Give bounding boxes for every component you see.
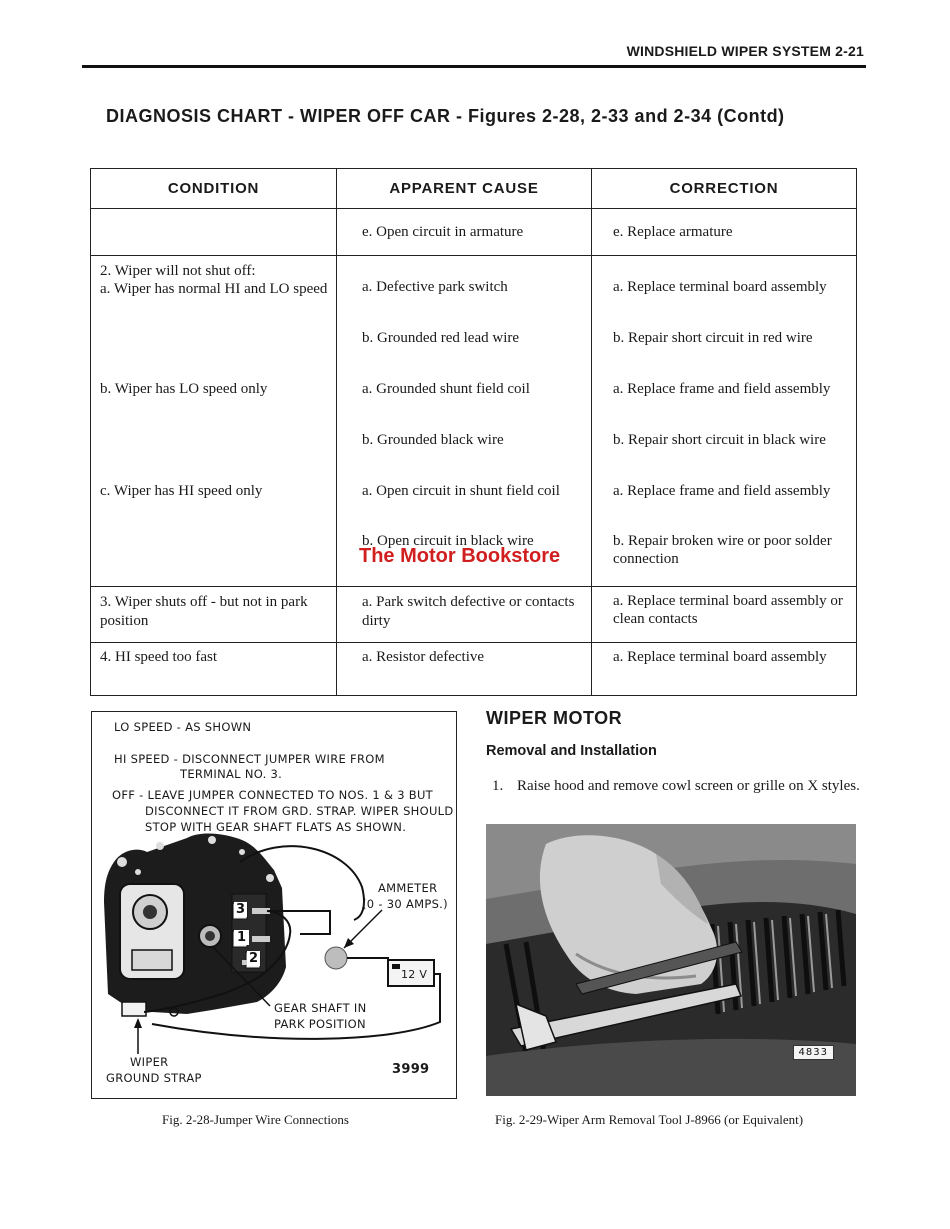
cause-cell xyxy=(337,430,592,481)
condition-cell xyxy=(91,379,337,430)
chart-title: DIAGNOSIS CHART - WIPER OFF CAR - Figures 2-28, 2-33 and 2-34 (Contd) xyxy=(106,106,785,126)
cause-cell xyxy=(337,328,592,379)
table-row xyxy=(91,328,857,379)
cause-cell xyxy=(337,379,592,430)
diagnosis-table xyxy=(90,168,857,696)
cause-text: a. Park switch defective or contacts dirty xyxy=(362,594,575,629)
correction-text: a. Replace terminal board assembly xyxy=(613,279,827,295)
gear-shaft-label: GEAR SHAFT IN xyxy=(274,1001,367,1015)
step-number: 1. xyxy=(492,778,504,794)
figure-2-29-caption: Fig. 2-29-Wiper Arm Removal Tool J-8966 (or Equivalent) xyxy=(495,1112,804,1127)
running-head: WINDSHIELD WIPER SYSTEM 2-21 xyxy=(626,43,864,59)
park-position-label: PARK POSITION xyxy=(274,1017,366,1031)
condition-cell xyxy=(91,481,337,531)
table-row xyxy=(91,430,857,481)
correction-text: a. Replace terminal board assembly or clean contacts xyxy=(613,593,843,627)
cause-text: e. Open circuit in armature xyxy=(362,224,524,240)
cause-text: b. Open circuit in black wire xyxy=(362,533,534,549)
cause-text: a. Resistor defective xyxy=(362,649,485,665)
section-title: WIPER MOTOR xyxy=(486,708,623,728)
cause-cell xyxy=(337,587,592,643)
ground-strap-label: GROUND STRAP xyxy=(106,1071,202,1085)
condition-cell xyxy=(91,328,337,379)
condition-text: 3. Wiper shuts off - but not in park position xyxy=(100,594,308,629)
condition-text: 2. Wiper will not shut off: a. Wiper has normal HI and LO speed xyxy=(100,263,328,297)
battery-label: 12 V xyxy=(401,968,428,981)
cause-cell xyxy=(337,209,592,256)
hi-speed-note: HI SPEED - DISCONNECT JUMPER WIRE FROM xyxy=(114,752,385,766)
condition-text: 4. HI speed too fast xyxy=(100,649,218,665)
figure-2-29-photo xyxy=(486,824,856,1096)
table-row xyxy=(91,587,857,643)
correction-cell xyxy=(592,430,857,481)
correction-cell xyxy=(592,328,857,379)
condition-cell xyxy=(91,643,337,696)
correction-text: a. Replace frame and field assembly xyxy=(613,381,831,397)
cause-cell xyxy=(337,481,592,531)
off-note: OFF - LEAVE JUMPER CONNECTED TO NOS. 1 & 3 BUT xyxy=(112,788,433,802)
condition-cell xyxy=(91,587,337,643)
cause-text: b. Grounded red lead wire xyxy=(362,330,520,346)
correction-text: a. Replace terminal board assembly xyxy=(613,649,827,665)
condition-text: c. Wiper has HI speed only xyxy=(100,483,263,499)
condition-cell xyxy=(91,430,337,481)
correction-text: e. Replace armature xyxy=(613,224,733,240)
terminal-3-label: 3 xyxy=(236,902,246,917)
cause-text: a. Open circuit in shunt field coil xyxy=(362,483,560,499)
cause-text: a. Defective park switch xyxy=(362,279,508,295)
correction-cell xyxy=(592,209,857,256)
cause-text: a. Grounded shunt field coil xyxy=(362,381,530,397)
table-row xyxy=(91,643,857,696)
hi-speed-note-cont: TERMINAL NO. 3. xyxy=(180,767,283,781)
ammeter xyxy=(325,947,347,969)
correction-text: b. Repair short circuit in black wire xyxy=(613,432,826,448)
correction-cell xyxy=(592,531,857,587)
figure-2-28-caption: Fig. 2-28-Jumper Wire Connections xyxy=(162,1112,349,1127)
correction-cell xyxy=(592,587,857,643)
off-note-cont-2: STOP WITH GEAR SHAFT FLATS AS SHOWN. xyxy=(145,820,407,834)
table-row xyxy=(91,379,857,430)
table-row xyxy=(91,209,857,256)
ammeter-range-label: (0 - 30 AMPS.) xyxy=(362,897,448,911)
condition-cell xyxy=(91,209,337,256)
condition-text: b. Wiper has LO speed only xyxy=(100,381,268,397)
correction-text: b. Repair short circuit in red wire xyxy=(613,330,813,346)
condition-cell xyxy=(91,256,337,329)
table-header-row xyxy=(91,169,857,209)
column-header-cause: APPARENT CAUSE xyxy=(337,169,592,209)
section-subtitle: Removal and Installation xyxy=(486,743,657,759)
cause-cell xyxy=(337,643,592,696)
table-row xyxy=(91,256,857,329)
terminal-2-label: 2 xyxy=(249,951,259,966)
correction-cell xyxy=(592,256,857,329)
lo-speed-note: LO SPEED - AS SHOWN xyxy=(114,720,252,734)
correction-text: a. Replace frame and field assembly xyxy=(613,483,831,499)
terminal-1-label: 1 xyxy=(234,930,249,945)
column-header-correction: CORRECTION xyxy=(592,169,857,209)
correction-cell xyxy=(592,379,857,430)
figure-number: 3999 xyxy=(392,1062,430,1077)
watermark: The Motor Bookstore xyxy=(359,545,561,567)
correction-cell xyxy=(592,481,857,531)
table-row xyxy=(91,481,857,531)
correction-cell xyxy=(592,643,857,696)
cause-cell xyxy=(337,256,592,329)
ground-strap xyxy=(122,1002,146,1016)
ammeter-label: AMMETER xyxy=(378,881,438,895)
column-header-condition: CONDITION xyxy=(91,169,337,209)
correction-text: b. Repair broken wire or poor solder connection xyxy=(613,533,832,567)
step-text: Raise hood and remove cowl screen or grille on X styles. xyxy=(517,778,860,794)
header-rule xyxy=(82,65,866,68)
off-note-cont-1: DISCONNECT IT FROM GRD. STRAP. WIPER SHOULD xyxy=(145,804,454,818)
wiper-strap-label: WIPER xyxy=(130,1055,169,1069)
figure-2-28 xyxy=(91,711,457,1099)
condition-text xyxy=(91,209,336,225)
condition-cell xyxy=(91,531,337,587)
cause-text: b. Grounded black wire xyxy=(362,432,504,448)
photo-number: 4833 xyxy=(793,1045,834,1060)
